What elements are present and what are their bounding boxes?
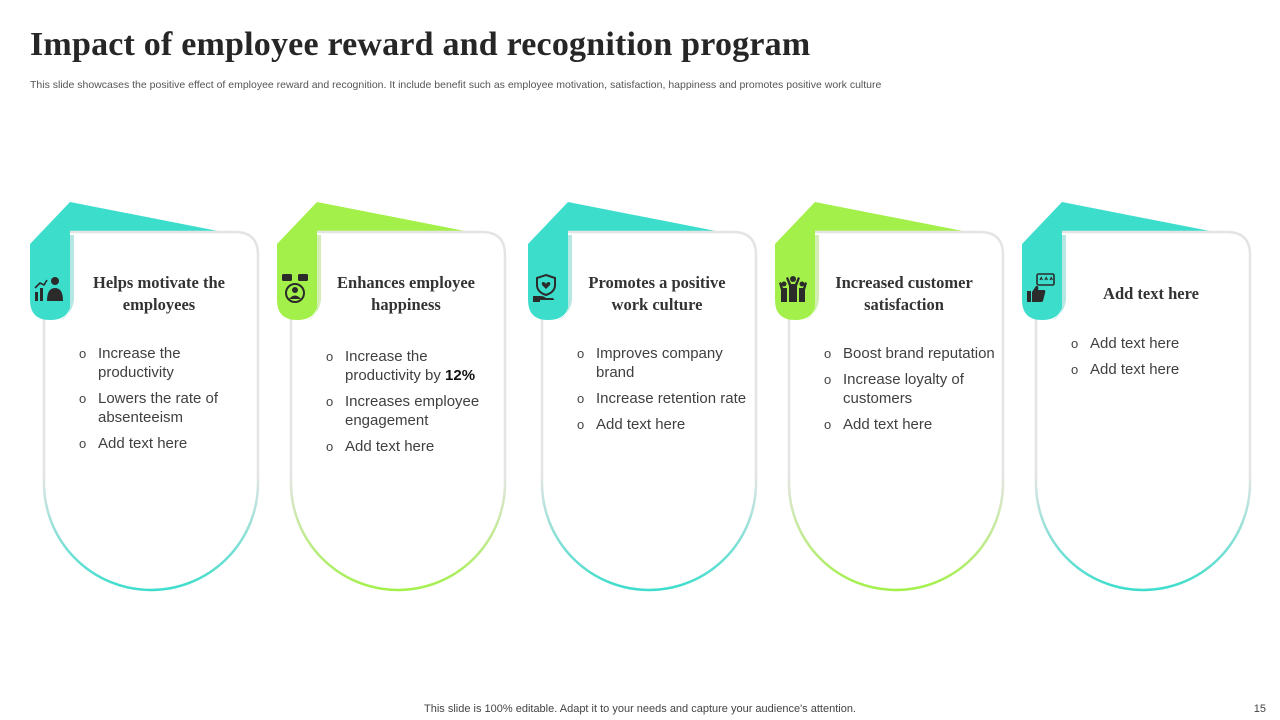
slide-footer: This slide is 100% editable. Adapt it to your needs and capture your audience's attention. xyxy=(424,703,856,715)
list-item: o Improves company brand xyxy=(576,344,748,382)
list-item: o Add text here xyxy=(1070,334,1242,353)
benefit-card-3 xyxy=(526,200,761,600)
page-number: 15 xyxy=(1253,703,1266,715)
card-heading: Promotes a positive work culture xyxy=(588,273,726,314)
bullet-list xyxy=(325,347,497,463)
card-heading: Add text here xyxy=(1103,284,1199,303)
benefit-card-4 xyxy=(773,200,1008,600)
slide-title: Impact of employee reward and recognition program xyxy=(30,26,811,63)
card-heading: Helps motivate the employees xyxy=(93,273,225,314)
bullet-list xyxy=(576,344,748,441)
benefit-card-2 xyxy=(275,200,510,600)
list-item: o Add text here xyxy=(78,434,250,453)
card-shape xyxy=(1020,200,1255,600)
slide-subtitle: This slide showcases the positive effect of employee reward and recognition. It include benefit such as employee motivation, satisfaction, happiness and promotes positive work culture xyxy=(30,79,882,91)
list-item: o Add text here xyxy=(1070,360,1242,379)
list-item: o Increases employee engagement xyxy=(325,392,497,430)
bullet-list xyxy=(1070,334,1242,386)
list-item: o Increase the productivity by 12% xyxy=(325,347,497,385)
list-item: o Boost brand reputation xyxy=(823,344,995,363)
highlight-value: 12% xyxy=(445,367,476,384)
list-item: o Lowers the rate of absenteeism xyxy=(78,389,250,427)
bullet-list xyxy=(78,344,250,460)
card-heading: Enhances employee happiness xyxy=(337,273,475,314)
team-celebration-icon xyxy=(777,272,809,304)
list-item: o Add text here xyxy=(823,415,995,434)
happy-employee-icon xyxy=(279,272,311,304)
thumbs-up-rating-icon xyxy=(1024,272,1056,304)
list-item: o Increase loyalty of customers xyxy=(823,370,995,408)
employee-growth-icon xyxy=(32,272,64,304)
heart-shield-hand-icon xyxy=(530,272,562,304)
bullet-list xyxy=(823,344,995,441)
benefit-card-1 xyxy=(28,200,263,600)
benefit-card-5 xyxy=(1020,200,1255,600)
list-item: o Increase the productivity xyxy=(78,344,250,382)
list-item: o Add text here xyxy=(325,437,497,456)
list-item: o Add text here xyxy=(576,415,748,434)
list-item: o Increase retention rate xyxy=(576,389,748,408)
card-heading: Increased customer satisfaction xyxy=(835,273,973,314)
